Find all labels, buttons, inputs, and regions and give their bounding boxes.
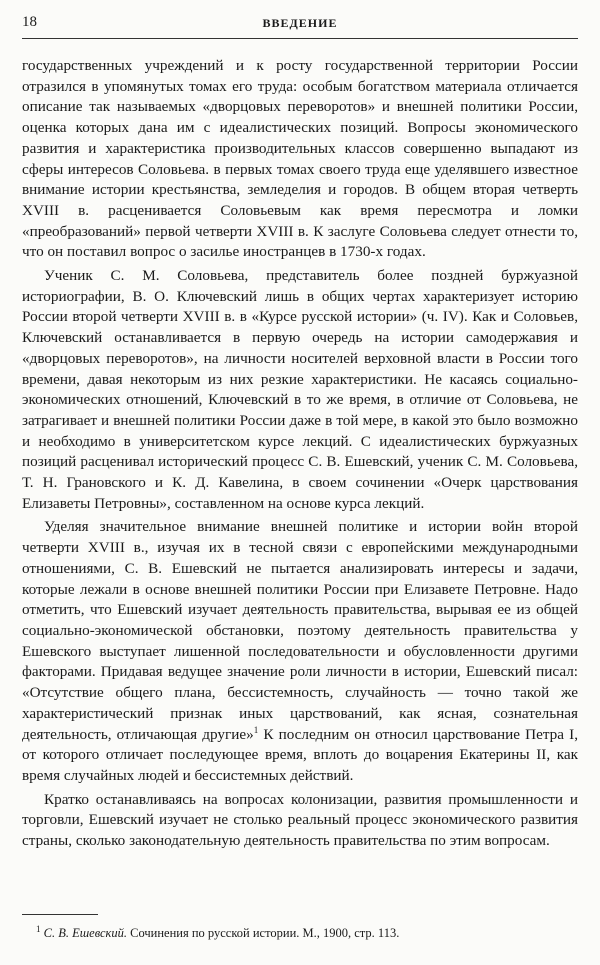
footnote-text: Сочинения по русской истории. М., 1900, стр. 113. (127, 926, 400, 940)
paragraph-3 (22, 517, 578, 786)
body-text (22, 56, 578, 855)
paragraph-1: государственных учреждений и к росту государственной территории России отразился в упомянутых томах его труда: особым богатством материала отличается описание так называемых «дворцовых переворотов» и внешней политики России, оценка которых дана им с идеалистических позиций. Вопросы экономического развития и характеристика производительных классов совершенно выпадают из сферы интересов Соловьева. в первых томах своего труда еще уделявшего известное внимание истории крестьянства, земледелия и городов. В общем вторая четверть XVIII в. расценивается Соловьевым как время пересмотра и ломки «преобразований» первой четверти XVIII в. К заслуге Соловьева следует отнести то, что он поставил вопрос о засилье иностранцев в 1730-х годах. (22, 57, 578, 261)
page-header (22, 14, 578, 34)
footnote (22, 925, 578, 941)
header-rule (22, 38, 578, 39)
footnote-marker: 1 (36, 923, 41, 934)
paragraph-3-continuation: К последним он относил царствование Петра I, от которого отличает последующее время, вплоть до воцарения Екатерины II, как время случайных людей и бессистемных действий. (22, 725, 578, 784)
running-title: ВВЕДЕНИЕ (262, 16, 338, 30)
paragraph-2: Ученик С. М. Соловьева, представитель более поздней буржуазной историографии, В. О. Ключевский лишь в общих чертах характеризует историю России второй четверти XVIII в. в «Курсе русской истории» (ч. IV). Как и Соловьев, Ключевский останавливается в первую очередь на истории самодержавия и «дворцовых переворотов», на личности носителей верховной власти в России того времени, давая некоторым из них резкие характеристики. Не касаясь социально-экономических отношений, Ключевский в то же время, в отличие от Соловьева, не затрагивает и внешней политики России даже в той мере, в какой это было возможно и необходимо в университетском курсе лекций. С идеалистических буржуазных позиций расценивал исторический процесс С. В. Ешевский, ученик С. М. Соловьева, Т. Н. Грановского и К. Д. Кавелина, в своем сочинении «Очерк царствования Елизаветы Петровны», составленном на основе курса лекций. (22, 267, 578, 512)
page-number: 18 (22, 14, 37, 30)
paragraph-4: Кратко останавливаясь на вопросах колонизации, развития промышленности и торговли, Ешевский изучает не столько реальный процесс экономического развития страны, сколько законодательную деятельность правительства по этим вопросам. (22, 790, 578, 850)
footnote-reference: 1 (253, 724, 259, 735)
footnote-rule (22, 914, 98, 915)
paragraph-3-text: Уделяя значительное внимание внешней политике и истории войн второй четверти XVIII в., изучая их в тесной связи с европейскими международными отношениями, С. В. Ешевский не пытается анализировать интересы и задачи, которые лежали в основе внешней политики России при Елизавете Петровне. Надо отметить, что Ешевский изучает деятельность правительства, вырывая ее из общей социально-экономической обстановки, поэтому деятельность правительства у Ешевского выступает лишенной последовательности и обусловленности другими факторами. Придавая ведущее значение роли личности в истории, Ешевский писал: «Отсутствие общего плана, бессистемность, случайность — точно такой же характеристический признак иных царствований, как ясная, сознательная деятельность, отличающая другие» (22, 518, 578, 743)
footnote-author: С. В. Ешевский. (43, 926, 127, 940)
